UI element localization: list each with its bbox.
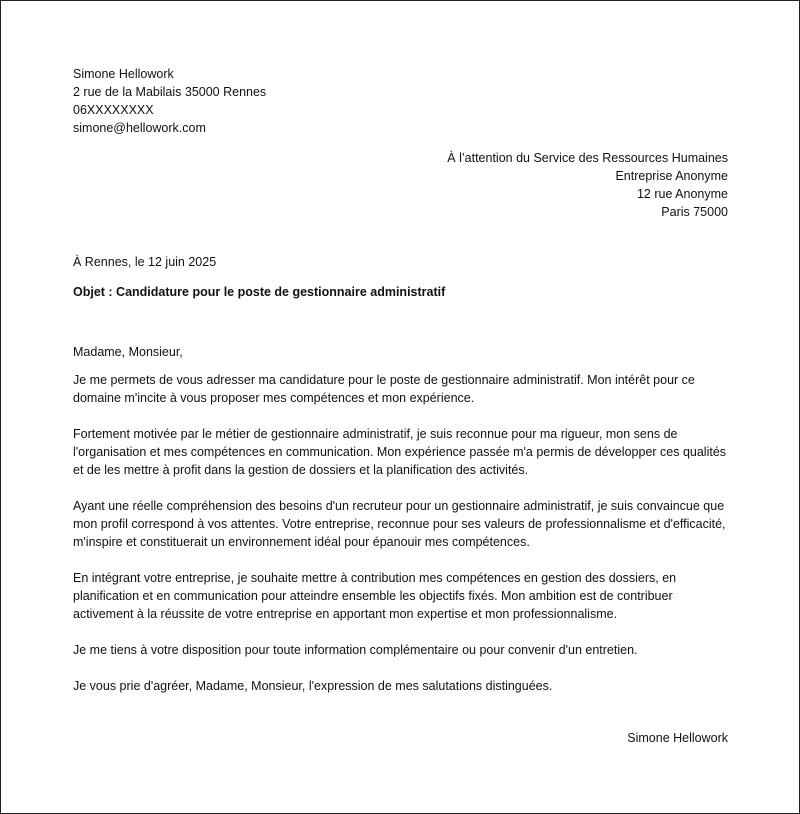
sender-address: 2 rue de la Mabilais 35000 Rennes: [73, 85, 267, 99]
body-paragraph: Ayant une réelle compréhension des besoins d'un recruteur pour un gestionnaire administratif, je suis convaincue que mon profil correspond à vos attentes. Votre entreprise, reconnue pour ses valeurs de professionnalisme et d'efficacité, m'inspire et constituerait un environnement idéal pour épanouir mes compétences.: [73, 499, 726, 549]
body-paragraph: Je me tiens à votre disposition pour toute information complémentaire ou pour convenir d'un entretien.: [73, 643, 638, 657]
letter-content: [73, 65, 728, 747]
signature: Simone Hellowork: [627, 731, 728, 745]
recipient-street: 12 rue Anonyme: [636, 187, 728, 201]
body-paragraph: En intégrant votre entreprise, je souhaite mettre à contribution mes compétences en gestion des dossiers, en planification et en communication pour atteindre ensemble les objectifs fixés. Mon ambition est de contribuer activement à la réussite de votre entreprise en apportant mon expertise et mon professionnalisme.: [73, 571, 677, 621]
body-paragraph: Fortement motivée par le métier de gestionnaire administratif, je suis reconnue pour ma rigueur, mon sens de l'organisation et mes compétences en communication. Mon expérience passée m'a permis de développer ces qualités et de les mettre à profit dans la gestion de dossiers et la planification des activités.: [73, 427, 727, 477]
sender-block: [73, 65, 728, 137]
recipient-attention: À l’attention du Service des Ressources Humaines: [447, 151, 728, 165]
sender-name: Simone Hellowork: [73, 67, 174, 81]
body-paragraph: Je me permets de vous adresser ma candidature pour le poste de gestionnaire administratif. Mon intérêt pour ce domaine m'incite à vous proposer mes compétences et mon expérience.: [73, 373, 695, 405]
subject-line: Objet : Candidature pour le poste de gestionnaire administratif: [73, 285, 446, 299]
recipient-city: Paris 75000: [661, 205, 728, 219]
recipient-company: Entreprise Anonyme: [615, 169, 728, 183]
sender-phone: 06XXXXXXXX: [73, 103, 154, 117]
sender-email: simone@hellowork.com: [73, 121, 206, 135]
closing-paragraph: Je vous prie d'agréer, Madame, Monsieur, l'expression de mes salutations distinguées.: [73, 679, 553, 693]
greeting: Madame, Monsieur,: [73, 345, 183, 359]
recipient-block: [73, 149, 728, 221]
date-line: À Rennes, le 12 juin 2025: [73, 255, 217, 269]
